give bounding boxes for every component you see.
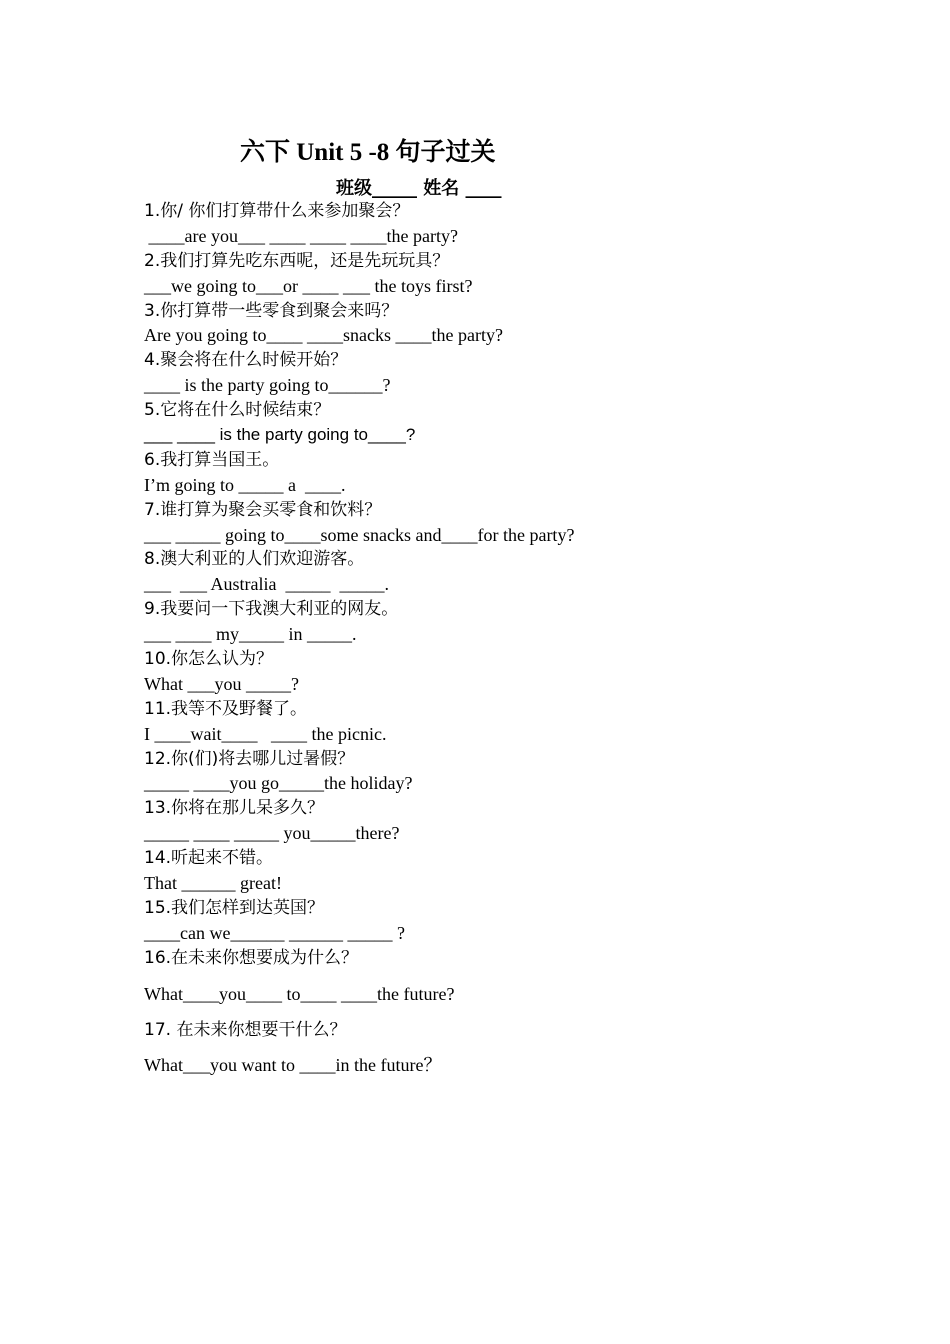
item-6-english: I’m going to _____ a ____. [144, 474, 346, 495]
item-2-english: ___we going to___or ____ ___ the toys first? [144, 275, 473, 296]
item-1-chinese: 1.你/ 你们打算带什么来参加聚会？ [144, 201, 410, 221]
item-1-english: ____are you___ ____ ____ ____the party? [144, 225, 458, 246]
item-5-chinese: 5.它将在什么时候结束？ [144, 400, 331, 421]
item-14-english: That ______ great! [144, 873, 282, 894]
item-13-english: _____ ____ _____ you_____there? [144, 823, 400, 844]
sentence-list [144, 199, 904, 1078]
item-9-english: ___ ____ my_____ in _____. [144, 624, 357, 645]
item-15-english: ____can we______ ______ _____ ? [144, 922, 405, 943]
item-14-chinese: 14.听起来不错。 [144, 848, 274, 869]
item-4-chinese: 4.聚会将在什么时候开始？ [144, 350, 348, 371]
class-name-line: 班级_____ 姓名 ____ [336, 178, 502, 199]
item-16-chinese: 16.在未来你想要成为什么？ [144, 947, 359, 968]
item-15-chinese: 15.我们怎样到达英国？ [144, 897, 325, 918]
item-8-english: ___ ___ Australia _____ _____. [144, 574, 389, 595]
item-17-chinese: 17. 在未来你想要干什么？ [144, 1019, 347, 1040]
item-10-english: What ___you _____? [144, 673, 299, 694]
item-9-chinese: 9.我要问一下我澳大利亚的网友。 [144, 599, 399, 620]
item-11-english: I ____wait____ ____ the picnic. [144, 723, 387, 744]
item-6-chinese: 6.我打算当国王。 [144, 449, 280, 470]
spacer [144, 1042, 904, 1053]
item-17-english: What___you want to ____in the future？ [144, 1055, 442, 1076]
spacer [144, 971, 904, 982]
item-12-english: _____ ____you go_____the holiday? [144, 773, 413, 794]
item-3-chinese: 3.你打算带一些零食到聚会来吗？ [144, 300, 399, 321]
item-7-chinese: 7.谁打算为聚会买零食和饮料？ [144, 499, 382, 520]
item-7-english: ___ _____ going to____some snacks and____for the party? [144, 524, 575, 545]
item-2-chinese: 2.我们打算先吃东西呢，还是先玩玩具？ [144, 250, 450, 271]
item-16-english: What____you____ to____ ____the future? [144, 983, 455, 1004]
item-5-english: ___ ____ is the party going to____? [144, 425, 416, 445]
item-4-english: ____ is the party going to______? [144, 375, 391, 396]
item-8-chinese: 8.澳大利亚的人们欢迎游客。 [144, 549, 365, 570]
item-10-chinese: 10.你怎么认为？ [144, 649, 274, 670]
item-12-chinese: 12.你(们)将去哪儿过暑假？ [144, 748, 355, 769]
item-13-chinese: 13.你将在那儿呆多久？ [144, 798, 325, 819]
item-11-chinese: 11.我等不及野餐了。 [144, 698, 308, 719]
spacer [144, 1007, 904, 1018]
worksheet-title: 六下 Unit 5 -8 句子过关 [240, 139, 496, 166]
item-3-english: Are you going to____ ____snacks ____the party? [144, 325, 503, 346]
